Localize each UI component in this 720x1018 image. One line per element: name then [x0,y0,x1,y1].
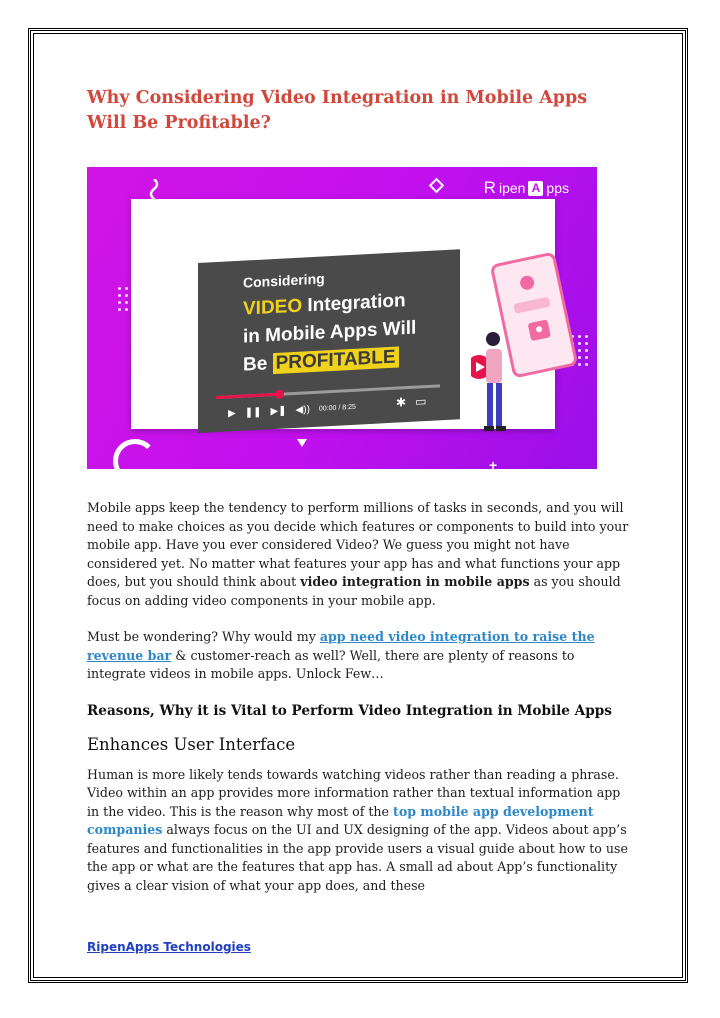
headline-profitable-box: PROFITABLE [273,346,399,374]
headline-line3: in Mobile Apps Will [243,317,417,348]
heading-enhances-ui: Enhances User Interface [87,734,296,754]
video-controls-right [396,394,426,410]
pause-icon[interactable]: ❚❚ [244,406,262,419]
video-time: 00:00 / 8:25 [318,403,356,413]
logo-text-pps: pps [546,180,569,196]
para3-text: Human is more likely tends towards watching videos rather than reading a phrase. Video within an app provides more information rather than textual information app in the video. This is the reason why most of the [87,766,621,819]
paragraph-wondering [87,628,632,684]
document-body [87,86,632,895]
hero-banner-image [87,167,597,469]
diamond-decoration [429,178,445,194]
arc-decoration [113,439,157,469]
logo-letter-a: A [528,181,543,196]
video-progress-knob[interactable] [275,390,284,399]
headline-line1: Considering [243,270,325,291]
plus-decoration: + [489,457,498,469]
video-thumbnail [198,249,460,433]
video-progress-fill [216,393,279,399]
hero-card [131,199,555,429]
fullscreen-icon[interactable]: ▭ [415,394,427,409]
top-mobile-app-companies-link[interactable]: top mobile app development companies [87,803,594,837]
headline-video-word: VIDEO [243,295,303,320]
play-icon[interactable]: ▶ [228,408,236,420]
logo-letter-r: R [483,178,496,197]
footer-company-name[interactable]: RipenApps Technologies [87,940,251,954]
headline-be-word: Be [243,353,273,376]
heading-reasons: Reasons, Why it is Vital to Perform Video Integration in Mobile Apps [87,702,612,719]
para1-text-end: as you should focus on adding video components in your mobile app. [87,574,621,608]
para1-bold-text: video integration in mobile apps [300,574,530,589]
headline-line4 [243,346,399,376]
paragraph-enhances-ui [87,766,632,896]
para1-text: Mobile apps keep the tendency to perform millions of tasks in seconds, and you will need to make choices as you decide which features or components to build into your mobile app. Have you ever considered Video? We guess you might not have considered yet. No matter what features your app has and what functions your app does, but you should think about [87,500,629,589]
revenue-bar-link[interactable]: app need video integration to raise the revenue bar [87,629,595,663]
headline-line2 [243,290,406,321]
para3-text-end: always focus on the UI and UX designing of the app. Videos about app’s features and functionalities in the app provide users a visual guide about how to use the app or what are the features that app has. A small ad about App’s functionality gives a clear vision of what your app does, and these [87,822,628,893]
para2-text: Must be wondering? Why would my [87,629,320,644]
logo-text-ipen: ipen [498,180,526,196]
person-illustration [471,329,511,439]
volume-icon[interactable]: ◀)) [295,404,310,416]
ripenapps-logo [484,178,569,198]
document-title: Why Considering Video Integration in Mobile Apps Will Be Profitable? [87,88,588,133]
triangle-decoration [297,439,307,447]
video-controls [228,402,356,420]
gear-icon[interactable]: ✱ [396,395,407,410]
paragraph-intro [87,499,632,610]
headline-integration-word: Integration [302,290,406,317]
para2-text-end: & customer-reach as well? Well, there are plenty of reasons to integrate videos in mobile apps. Unlock Few… [87,647,575,681]
next-icon[interactable]: ▶❚ [270,405,287,418]
